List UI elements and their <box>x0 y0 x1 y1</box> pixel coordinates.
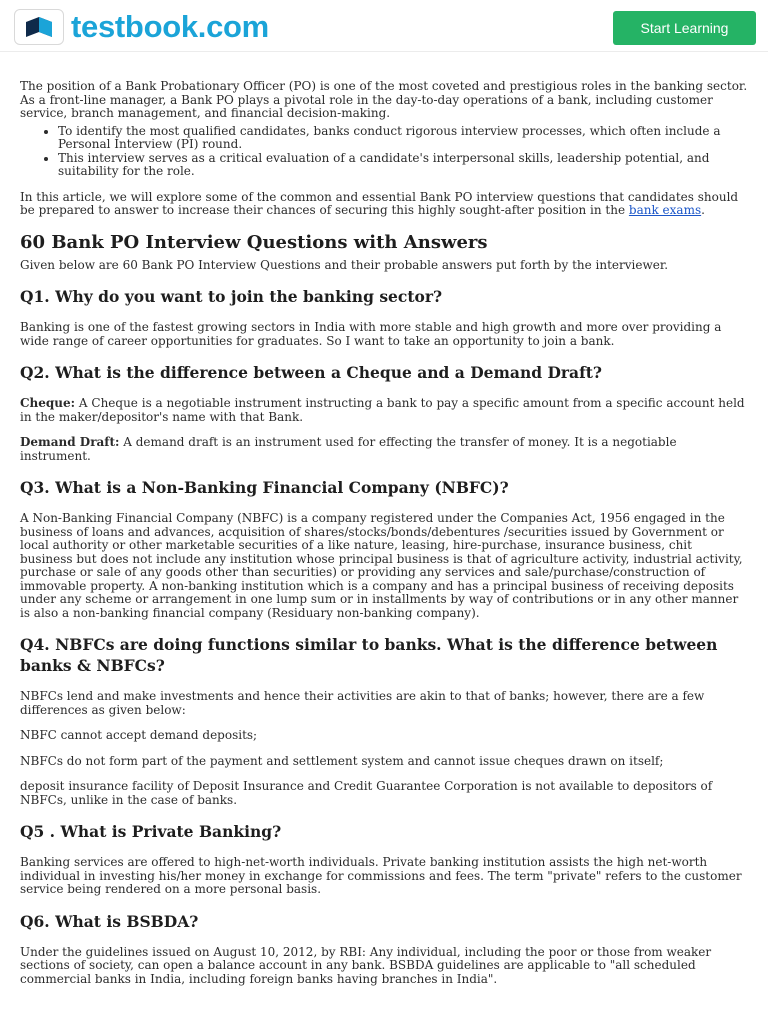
question-heading: Q6. What is BSBDA? <box>20 911 199 931</box>
site-header <box>0 0 768 52</box>
article-body <box>0 52 768 986</box>
question-heading: Q5 . What is Private Banking? <box>20 822 282 841</box>
brand-logo[interactable] <box>14 9 269 45</box>
question-heading: Q4. NBFCs are doing functions similar to banks. What is the difference between banks & NBFCs? <box>20 635 718 675</box>
answer-paragraph: Banking services are offered to high-net-worth individuals. Private banking institution assists the high net-worth individual in investing his/her money in exchange for commissions and fees. The term "private" refers to the customer service being rendered on a more personal basis. <box>20 855 742 896</box>
list-item: • This interview serves as a critical evaluation of a candidate's interpersonal skills, leadership potential, and suitability for the role. <box>58 152 748 179</box>
answer-paragraph: Under the guidelines issued on August 10, 2012, by RBI: Any individual, including the poor or those from weaker sections of society, can open a balance account in any bank. BSBDA guidelines are applicable to "all scheduled commercial banks in India, including foreign banks having branches in India". <box>20 944 712 986</box>
question-heading: Q3. What is a Non-Banking Financial Company (NBFC)? <box>20 478 509 497</box>
answer-paragraph: NBFC cannot accept demand deposits; <box>20 728 258 742</box>
answer-paragraph: Banking is one of the fastest growing sectors in India with more stable and high growth and more over providing a wide range of career opportunities for graduates. So I want to take an opportunity to join a bank. <box>20 320 722 348</box>
start-learning-button[interactable]: Start Learning <box>613 11 756 45</box>
answer-paragraph: NBFCs do not form part of the payment and settlement system and cannot issue cheques drawn on itself; <box>20 753 664 768</box>
demand-draft-label: Demand Draft: <box>20 435 120 449</box>
brand-name: testbook.com <box>71 9 269 44</box>
answer-paragraph: A Non-Banking Financial Company (NBFC) is a company registered under the Companies Act, 1956 engaged in the business of loans and advances, acquisition of shares/stocks/bonds/debentures /securities issued by Government or local authority or other marketable securities of a like nature, leasing, hire-purchase, insurance business, chit business but does not include any institution whose principal business is that of agriculture activity, industrial activity, purchase or sale of any goods other than securities) or providing any services and sale/purchase/construction of immovable property. A non-banking institution which is a company and has a principal business of receiving deposits under any scheme or arrangement in one lump sum or in installments by way of contributions or in any other manner is also a non-banking financial company (Residuary non-banking company). <box>20 511 743 620</box>
section-heading: 60 Bank PO Interview Questions with Answers <box>20 231 488 253</box>
intro-paragraph-2: In this article, we will explore some of the common and essential Bank PO interview questions that candidates should be prepared to answer to increase their chances of securing this highly sought-after position in the bank exams. <box>20 189 739 217</box>
answer-paragraph: deposit insurance facility of Deposit Insurance and Credit Guarantee Corporation is not available to depositors of NBFCs, unlike in the case of banks. <box>20 779 713 807</box>
answer-paragraph: NBFCs lend and make investments and hence their activities are akin to that of banks; however, there are a few differences as given below: <box>20 689 705 717</box>
answer-paragraph: Cheque: A Cheque is a negotiable instrument instructing a bank to pay a specific amount from a specific account held in the maker/depositor's name with that Bank. <box>20 396 745 424</box>
intro-bullet-list <box>20 125 748 179</box>
bank-exams-link[interactable]: bank exams <box>628 203 702 217</box>
intro-paragraph: The position of a Bank Probationary Officer (PO) is one of the most coveted and prestigious roles in the banking sector. As a front-line manager, a Bank PO plays a pivotal role in the day-to-day operations of a bank, including customer service, branch management, and financial decision-making. <box>20 79 748 120</box>
cheque-label: Cheque: <box>20 396 76 410</box>
answer-paragraph: Demand Draft: A demand draft is an instrument used for effecting the transfer of money. It is a negotiable instrument. <box>20 435 677 463</box>
question-heading: Q1. Why do you want to join the banking sector? <box>20 287 443 306</box>
testbook-logo-icon <box>14 9 64 45</box>
list-item: • To identify the most qualified candidates, banks conduct rigorous interview processes, which often include a Personal Interview (PI) round. <box>58 125 748 152</box>
question-heading: Q2. What is the difference between a Cheque and a Demand Draft? <box>20 363 603 382</box>
section-intro: Given below are 60 Bank PO Interview Questions and their probable answers put forth by the interviewer. <box>20 257 669 272</box>
